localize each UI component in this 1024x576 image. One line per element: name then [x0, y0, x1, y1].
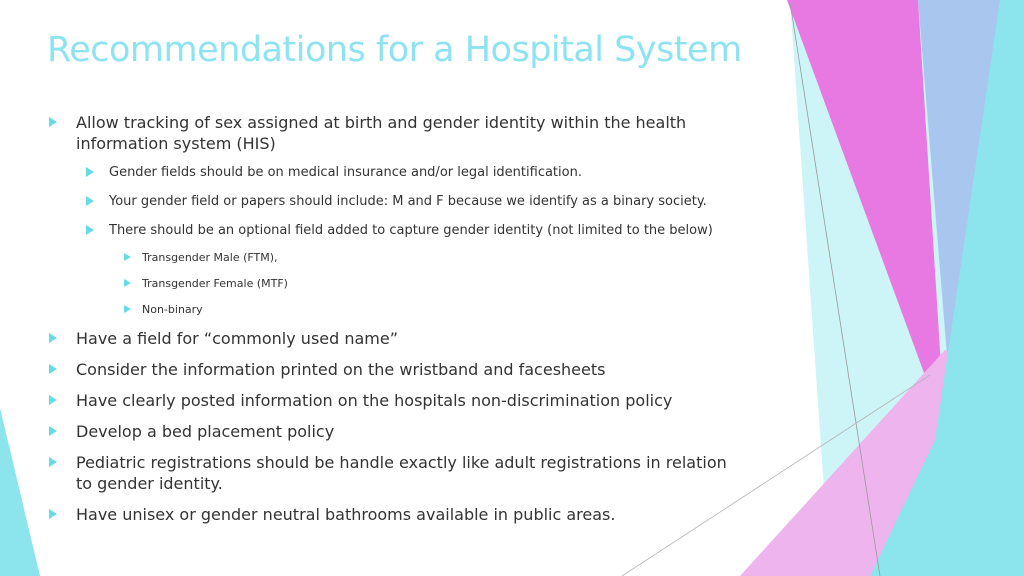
slide-title: Recommendations for a Hospital System — [47, 30, 742, 70]
bullet-item — [49, 504, 739, 525]
sub-bullet-item — [86, 222, 776, 239]
bullet-item — [49, 359, 739, 380]
bullet-item — [49, 390, 739, 411]
arrow-bullet-icon — [49, 117, 57, 127]
sub-bullet-item — [86, 164, 776, 181]
bullet-text: Have unisex or gender neutral bathrooms available in public areas. — [76, 505, 616, 524]
arrow-bullet-icon — [124, 305, 131, 313]
sub-bullet-item — [86, 193, 776, 210]
arrow-bullet-icon — [49, 364, 57, 374]
bullet-text: Have clearly posted information on the hospitals non-discrimination policy — [76, 391, 673, 410]
sub-sub-bullet-item — [124, 276, 724, 291]
arrow-bullet-icon — [49, 395, 57, 405]
arrow-bullet-icon — [86, 225, 94, 235]
arrow-bullet-icon — [86, 167, 94, 177]
arrow-bullet-icon — [49, 333, 57, 343]
arrow-bullet-icon — [49, 426, 57, 436]
bullet-text: Develop a bed placement policy — [76, 422, 335, 441]
arrow-bullet-icon — [49, 457, 57, 467]
sub-sub-bullet-item — [124, 250, 724, 265]
arrow-bullet-icon — [124, 253, 131, 261]
arrow-bullet-icon — [124, 279, 131, 287]
bullet-text: Pediatric registrations should be handle exactly like adult registrations in relation to gender identity. — [76, 453, 727, 493]
bullet-item — [49, 421, 739, 442]
bullet-item — [49, 328, 739, 349]
sub-sub-bullet-item — [124, 302, 724, 317]
sub-bullet-text: Gender fields should be on medical insurance and/or legal identification. — [109, 165, 582, 180]
arrow-bullet-icon — [86, 196, 94, 206]
sub-bullet-text: Your gender field or papers should include: M and F because we identify as a binary society. — [109, 194, 707, 209]
bullet-text: Allow tracking of sex assigned at birth and gender identity within the health information system (HIS) — [76, 113, 687, 153]
bullet-text: Consider the information printed on the wristband and facesheets — [76, 360, 606, 379]
sub-sub-bullet-text: Transgender Male (FTM), — [142, 251, 278, 264]
bullet-item — [49, 112, 739, 154]
sub-bullet-text: There should be an optional field added to capture gender identity (not limited to the below) — [109, 223, 713, 238]
arrow-bullet-icon — [49, 509, 57, 519]
bullet-item — [49, 452, 739, 494]
sub-sub-bullet-text: Transgender Female (MTF) — [142, 277, 288, 290]
bullet-text: Have a field for “commonly used name” — [76, 329, 399, 348]
sub-sub-bullet-text: Non-binary — [142, 303, 203, 316]
